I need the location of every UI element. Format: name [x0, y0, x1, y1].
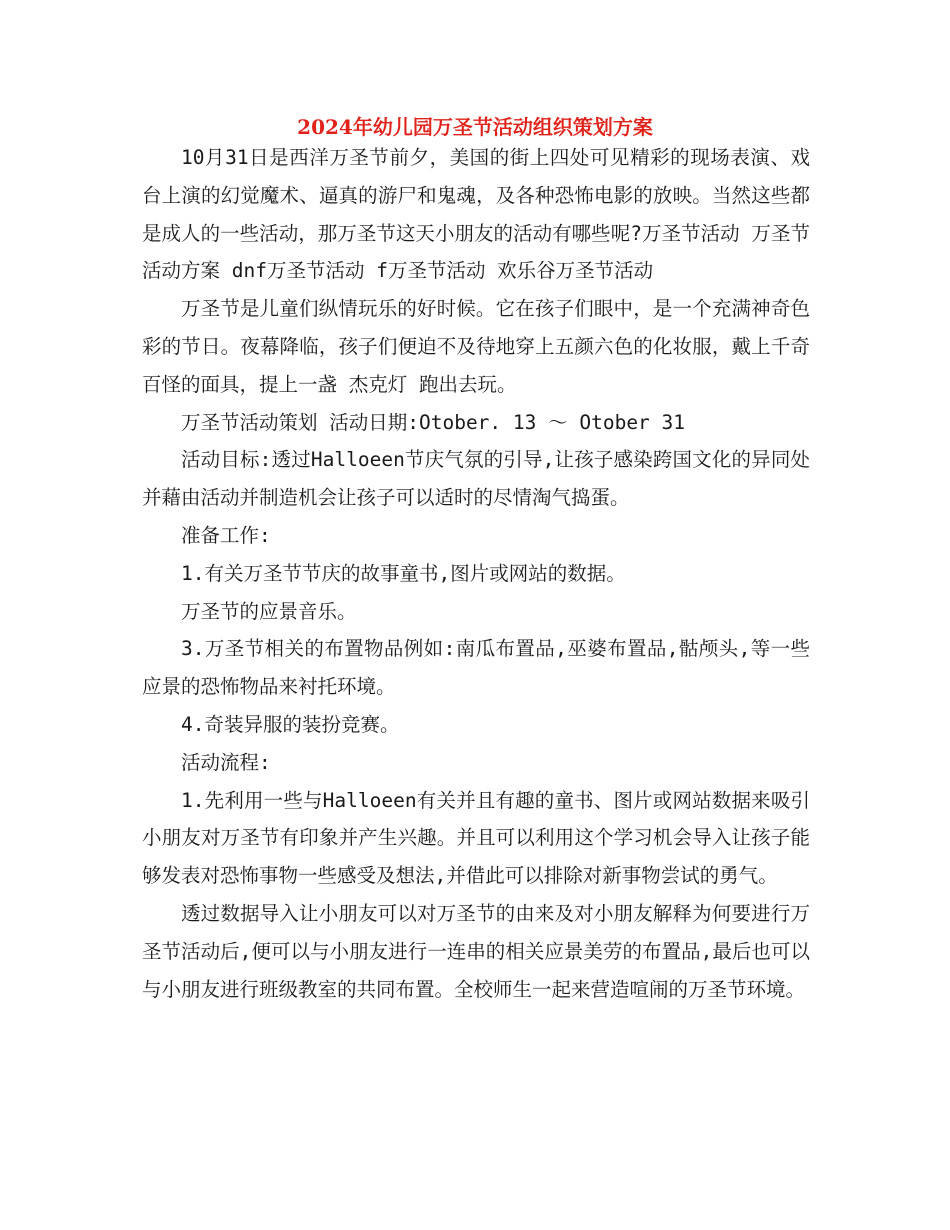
paragraph-prep-item-3: 3.万圣节相关的布置物品例如:南瓜布置品,巫婆布置品,骷颅头,等一些应景的恐怖物品来衬托环境。 — [142, 637, 810, 699]
paragraph-children: 万圣节是儿童们纵情玩乐的好时候。它在孩子们眼中，是一个充满神奇色彩的节日。夜幕降临，孩子们便迫不及待地穿上五颜六色的化妆服，戴上千奇百怪的面具，提上一盏 杰克灯 跑出去玩。 — [142, 297, 810, 396]
paragraph-intro: 10月31日是西洋万圣节前夕，美国的街上四处可见精彩的现场表演、戏台上演的幻觉魔术、逼真的游尸和鬼魂，及各种恐怖电影的放映。当然这些都是成人的一些活动，那万圣节这天小朋友的活动有哪些呢?万圣节活动 万圣节活动方案 dnf万圣节活动 f万圣节活动 欢乐谷万圣节活动 — [142, 146, 810, 283]
document-title: 2024年幼儿园万圣节活动组织策划方案 — [297, 115, 653, 139]
paragraph-process-step-2: 透过数据导入让小朋友可以对万圣节的由来及对小朋友解释为何要进行万圣节活动后,便可以与小朋友进行一连串的相关应景美劳的布置品,最后也可以与小朋友进行班级教室的共同布置。全校师生一起来营造喧闹的万圣节环境。 — [142, 901, 810, 1001]
paragraph-activity-date: 万圣节活动策划 活动日期:Otober. 13 ～ Otober 31 — [181, 410, 686, 434]
paragraph-process-step-1: 1.先利用一些与Halloeen有关并且有趣的童书、图片或网站数据来吸引小朋友对万圣节有印象并产生兴趣。并且可以利用这个学习机会导入让孩子能够发表对恐怖事物一些感受及想法,并借此可以排除对新事物尝试的勇气。 — [142, 788, 810, 888]
paragraph-preparation-heading: 准备工作: — [181, 523, 271, 547]
paragraph-activity-goal: 活动目标:透过Halloeen节庆气氛的引导,让孩子感染跨国文化的异同处并藉由活动并制造机会让孩子可以适时的尽情淘气捣蛋。 — [142, 448, 810, 510]
paragraph-prep-item-4: 4.奇装异服的装扮竞赛。 — [181, 712, 400, 736]
paragraph-prep-item-2: 万圣节的应景音乐。 — [181, 599, 357, 623]
paragraph-process-heading: 活动流程: — [181, 750, 271, 774]
paragraph-prep-item-1: 1.有关万圣节节庆的故事童书,图片或网站的数据。 — [181, 561, 626, 585]
document-body — [142, 139, 810, 1008]
